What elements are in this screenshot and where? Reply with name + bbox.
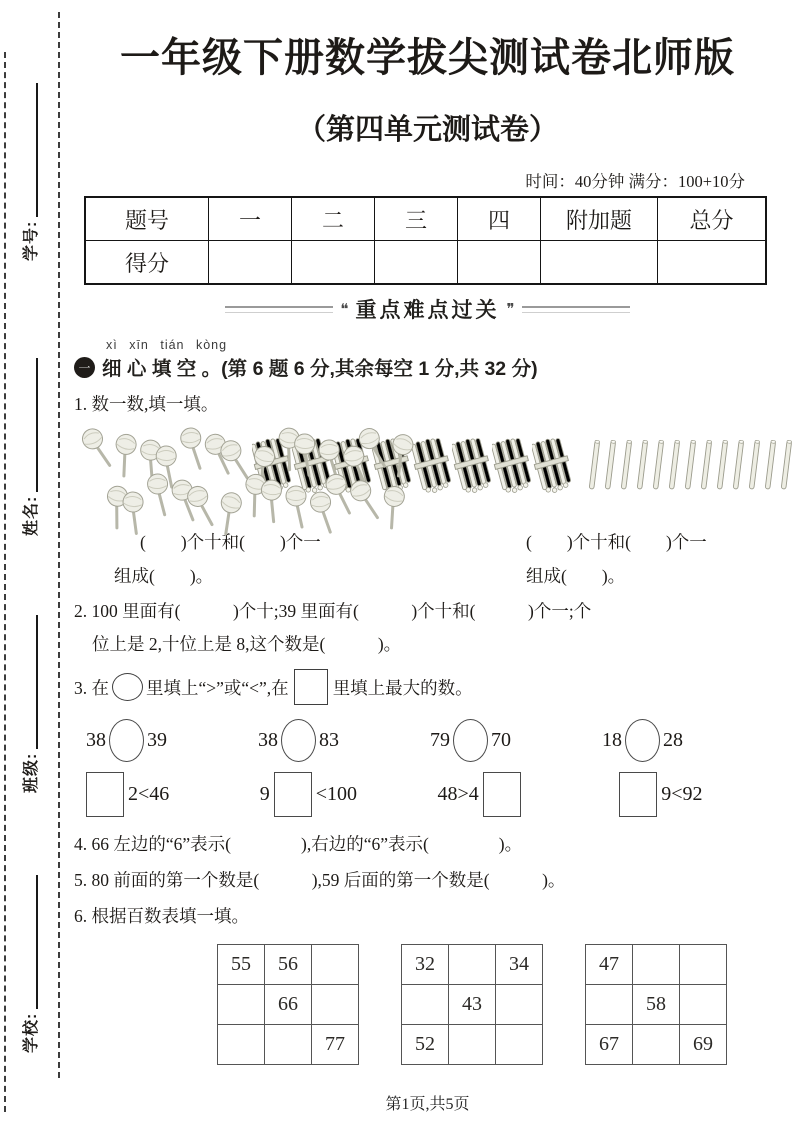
section-number-icon: 一 [74,357,95,378]
right-number: 39 [147,728,167,751]
score-row-label: 得分 [85,241,209,285]
question-1-figures [82,425,793,525]
quote-left-icon: ❝ [340,299,349,318]
post-text: 2<46 [128,782,170,805]
q3-text-part1: 3. 在 [74,677,109,698]
cut-line-outer [4,52,6,1112]
quote-right-icon: ❞ [506,299,515,318]
score-cell-empty [541,241,658,285]
compare-item [258,719,430,762]
square-item [260,772,438,817]
banner-line-right [522,306,630,313]
score-header-cell: 附加题 [541,197,658,241]
student-id-blank [36,83,38,217]
name-label: 姓名: [23,495,40,536]
question-4-text: 4. 66 左边的“6”表示( ),右边的“6”表示( )。 [74,833,523,854]
sidebar-field-school [19,873,41,1053]
class-blank [36,615,38,749]
grid-cell: 56 [265,944,312,984]
q1-left-line1: ( )个十和( )个一 [140,532,321,553]
section-banner [62,294,793,324]
compare-item [430,719,602,762]
page-title: 一年级下册数学拔尖测试卷北师版 [120,35,735,80]
pre-text: 48>4 [437,782,479,805]
hundred-chart-grid-3 [585,944,727,1065]
grid-cell [680,944,727,984]
grid-cell [586,984,633,1024]
hundred-chart-grid-1 [217,944,359,1065]
post-text: 9<92 [661,782,703,805]
grid-cell: 43 [449,984,496,1024]
pre-text: 9 [259,782,270,805]
q1-right-line2: 组成( )。 [526,566,626,587]
paper-content [62,0,793,1122]
exam-meta: 时间：40分钟 满分：100+10分 [525,172,745,191]
grid-cell: 69 [680,1024,727,1064]
grid-cell [449,944,496,984]
school-label: 学校: [23,1012,40,1053]
grid-cell: 34 [496,944,543,984]
right-number: 28 [663,728,683,751]
sidebar [0,0,60,1122]
score-header-cell: 题号 [85,197,209,241]
grid-cell: 55 [218,944,265,984]
q1-right-line1: ( )个十和( )个一 [526,532,707,553]
compare-item [86,719,258,762]
question-2-line1: 2. 100 里面有( )个十;39 里面有( )个十和( )个一;个 [74,601,592,622]
grid-cell [633,944,680,984]
hundred-chart-grid-2 [401,944,543,1065]
grid-cell: 58 [633,984,680,1024]
grid-cell [633,1024,680,1064]
banner-line-left [225,306,333,313]
class-label: 班级: [23,752,40,793]
left-number: 79 [430,728,450,751]
grid-cell [496,984,543,1024]
sidebar-field-class [19,613,41,793]
score-cell-empty [375,241,458,285]
answer-square [619,772,657,817]
score-table-score-row [85,241,766,285]
grid-cell [218,984,265,1024]
question-1-blanks [62,529,793,588]
compare-circle [281,719,316,762]
square-placeholder-icon [294,669,328,705]
compare-circle [453,719,488,762]
question-2-line2: 位上是 2,十位上是 8,这个数是( )。 [92,633,402,654]
left-number: 18 [602,728,622,751]
q3-square-row [82,772,793,817]
answer-square [274,772,312,817]
student-id-label: 学号: [23,220,40,261]
grid-cell [312,944,359,984]
q3-text-part3: 里填上最大的数。 [332,677,473,698]
q3-circle-row [86,719,793,762]
square-item [615,772,793,817]
score-cell-empty [458,241,541,285]
single-sticks [588,437,793,495]
q3-text-part2: 里填上“>”或“<”,在 [146,677,289,698]
grid-cell: 67 [586,1024,633,1064]
score-cell-empty [658,241,767,285]
compare-item [602,719,774,762]
name-blank [36,358,38,492]
grid-cell: 52 [402,1024,449,1064]
answer-square [86,772,124,817]
compare-circle [625,719,660,762]
circle-placeholder-icon [112,673,143,701]
score-cell-empty [209,241,292,285]
grid-cell [312,984,359,1024]
square-item [82,772,260,817]
grid-cell: 47 [586,944,633,984]
question-5-text: 5. 80 前面的第一个数是( ),59 后面的第一个数是( )。 [74,870,566,890]
cut-line-inner [58,12,60,1078]
grid-cell: 77 [312,1024,359,1064]
lollipops-figure [82,425,238,525]
section-heading [74,353,793,381]
sidebar-field-name [19,356,41,536]
sidebar-field-student-id [19,81,41,261]
grid-cell: 32 [402,944,449,984]
grid-cell [449,1024,496,1064]
section-pinyin: xì xīn tián kòng [106,338,228,352]
score-cell-empty [292,241,375,285]
score-table-header-row [85,197,766,241]
grid-cell [265,1024,312,1064]
score-header-cell: 二 [292,197,375,241]
score-header-cell: 总分 [658,197,767,241]
question-6-text: 6. 根据百数表填一填。 [74,906,249,927]
question-3-text [74,669,793,705]
q1-right-answer [500,529,707,588]
grid-cell [218,1024,265,1064]
grid-cell [402,984,449,1024]
section-title: 细 心 填 空 。 [102,358,222,380]
compare-circle [109,719,144,762]
banner-title: 重点难点过关 [355,299,500,322]
section-score-note: (第 6 题 6 分,其余每空 1 分,共 32 分) [221,358,538,380]
right-number: 83 [319,728,339,751]
score-table [84,196,767,285]
hundred-chart-grids [217,944,793,1065]
answer-square [483,772,521,817]
school-blank [36,875,38,1009]
question-1-text: 1. 数一数,填一填。 [74,394,219,414]
left-number: 38 [258,728,278,751]
page-subtitle: （第四单元测试卷） [296,114,558,146]
grid-cell [496,1024,543,1064]
left-number: 38 [86,728,106,751]
score-header-cell: 一 [209,197,292,241]
post-text: <100 [315,782,358,805]
score-header-cell: 三 [375,197,458,241]
page-footer: 第1页,共5页 [385,1095,470,1113]
q1-left-line2: 组成( )。 [114,566,214,587]
grid-cell [680,984,727,1024]
grid-cell: 66 [265,984,312,1024]
q1-left-answer [114,529,452,588]
square-item [438,772,616,817]
score-header-cell: 四 [458,197,541,241]
right-number: 70 [491,728,511,751]
